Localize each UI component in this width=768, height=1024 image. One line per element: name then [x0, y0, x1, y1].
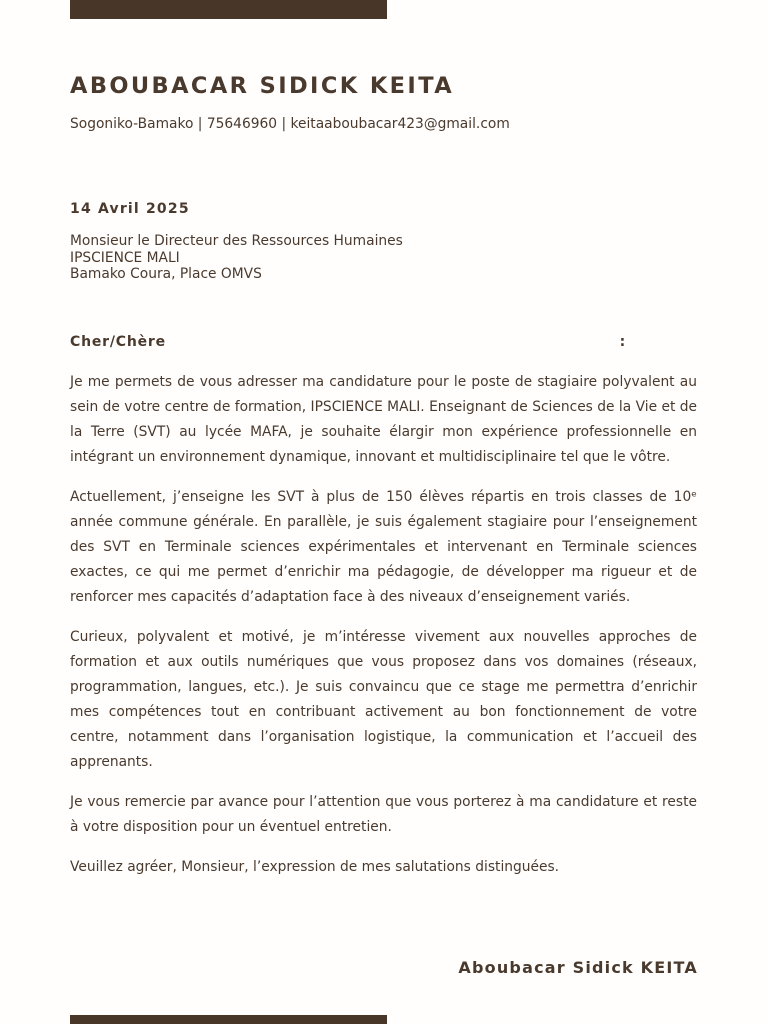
- recipient-block: [70, 233, 403, 283]
- body-paragraph-3: Curieux, polyvalent et motivé, je m’intéresse vivement aux nouvelles approches de formation et aux outils numériques que vous proposez dans vos domaines (réseaux, programmation, langues, etc.). Je suis convaincu que ce stage me permettra d’enrichir mes compétences tout en contribuant activement au bon fonctionnement de votre centre, notamment dans l’organisation logistique, la communication et l’accueil des apprenants.: [70, 629, 697, 770]
- top-decorative-bar: [70, 0, 387, 19]
- recipient-organization: IPSCIENCE MALI: [70, 249, 180, 266]
- bottom-decorative-bar: [70, 1015, 387, 1024]
- salutation-colon: :: [619, 334, 626, 350]
- body-paragraph-2: Actuellement, j’enseigne les SVT à plus de 150 élèves répartis en trois classes de 10ᵉ année commune générale. En parallèle, je suis également stagiaire pour l’enseignement des SVT en Terminale sciences expérimentales et intervenant en Terminale sciences exactes, ce qui me permet d’enrichir ma pédagogie, de développer ma rigueur et de renforcer mes capacités d’adaptation face à des niveaux d’enseignement variés.: [70, 489, 697, 605]
- letter-body: [70, 370, 697, 895]
- letter-date: 14 Avril 2025: [70, 201, 190, 217]
- recipient-title: Monsieur le Directeur des Ressources Humaines: [70, 233, 403, 249]
- sender-name: ABOUBACAR SIDICK KEITA: [70, 73, 455, 99]
- body-paragraph-1: Je me permets de vous adresser ma candidature pour le poste de stagiaire polyvalent au sein de votre centre de formation, IPSCIENCE MALI. Enseignant de Sciences de la Vie et de la Terre (SVT) au lycée MAFA, je souhaite élargir mon expérience professionnelle en intégrant un environnement dynamique, innovant et multidisciplinaire tel que le vôtre.: [70, 374, 697, 465]
- salutation-text: Cher/Chère: [70, 334, 166, 350]
- salutation: [70, 334, 626, 350]
- recipient-address: Bamako Coura, Place OMVS: [70, 266, 262, 282]
- sender-contact: Sogoniko-Bamako | 75646960 | keitaaboubacar423@gmail.com: [70, 116, 510, 132]
- signature: Aboubacar Sidick KEITA: [458, 958, 698, 977]
- body-paragraph-5: Veuillez agréer, Monsieur, l’expression de mes salutations distinguées.: [70, 859, 560, 875]
- body-paragraph-4: Je vous remercie par avance pour l’attention que vous porterez à ma candidature et reste à votre disposition pour un éventuel entretien.: [70, 794, 697, 835]
